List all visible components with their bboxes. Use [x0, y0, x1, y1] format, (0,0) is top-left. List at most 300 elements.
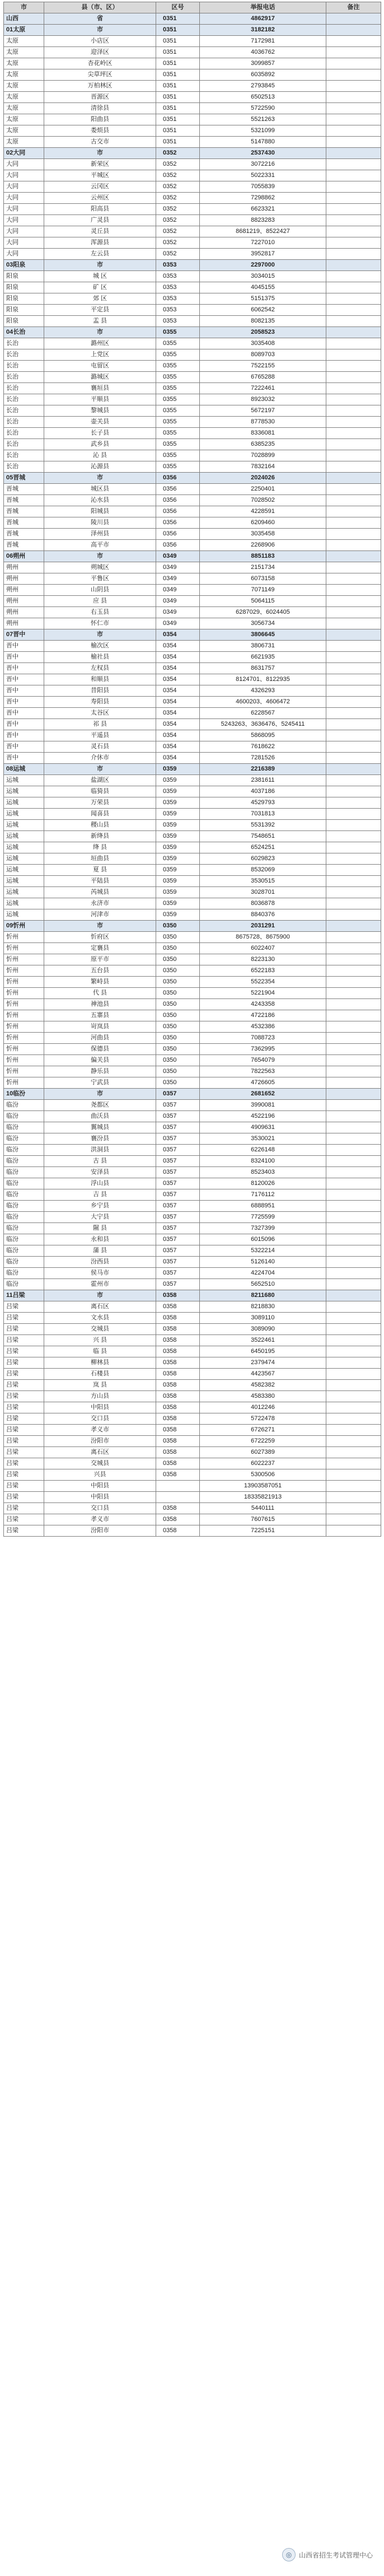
cell-county: 垣曲县	[44, 853, 156, 865]
cell-area-code: 0358	[156, 1324, 200, 1335]
table-row	[4, 1357, 381, 1369]
cell-report-phone: 6062542	[200, 305, 326, 316]
table-row	[4, 663, 381, 674]
cell-report-phone: 7222461	[200, 383, 326, 394]
cell-report-phone: 3952817	[200, 249, 326, 260]
cell-county: 高平市	[44, 540, 156, 551]
cell-report-phone: 3806731	[200, 641, 326, 652]
city-summary-row	[4, 327, 381, 338]
cell-area-code: 0356	[156, 529, 200, 540]
table-header-row	[4, 2, 381, 13]
cell-area-code: 0349	[156, 573, 200, 585]
cell-county: 临 县	[44, 1346, 156, 1357]
cell-remark	[326, 741, 381, 753]
cell-city: 忻州	[4, 932, 44, 943]
table-row	[4, 428, 381, 439]
cell-area-code: 0352	[156, 204, 200, 215]
cell-city: 吕梁	[4, 1301, 44, 1313]
cell-report-phone: 8211680	[200, 1290, 326, 1301]
table-row	[4, 730, 381, 741]
cell-city: 吕梁	[4, 1514, 44, 1525]
table-row	[4, 506, 381, 517]
table-row	[4, 372, 381, 383]
cell-report-phone: 7654079	[200, 1055, 326, 1066]
cell-remark	[326, 1122, 381, 1133]
cell-remark	[326, 349, 381, 361]
cell-remark	[326, 730, 381, 741]
cell-city: 长治	[4, 428, 44, 439]
cell-area-code: 0357	[156, 1111, 200, 1122]
cell-city: 吕梁	[4, 1380, 44, 1391]
cell-city: 长治	[4, 361, 44, 372]
cell-county: 平顺县	[44, 394, 156, 405]
table-row	[4, 439, 381, 450]
cell-report-phone: 7281526	[200, 753, 326, 764]
table-row	[4, 461, 381, 473]
cell-remark	[326, 842, 381, 853]
cell-remark	[326, 809, 381, 820]
city-summary-row	[4, 1290, 381, 1301]
cell-area-code: 0354	[156, 708, 200, 719]
cell-remark	[326, 1503, 381, 1514]
table-row	[4, 1257, 381, 1268]
cell-report-phone: 4722186	[200, 1010, 326, 1021]
cell-report-phone: 8036878	[200, 898, 326, 909]
cell-area-code: 0350	[156, 965, 200, 977]
cell-city: 吕梁	[4, 1357, 44, 1369]
cell-county: 武乡县	[44, 439, 156, 450]
cell-remark	[326, 708, 381, 719]
cell-area-code: 0350	[156, 977, 200, 988]
cell-city: 运城	[4, 909, 44, 921]
cell-county: 忻府区	[44, 932, 156, 943]
cell-area-code: 0357	[156, 1212, 200, 1223]
cell-city: 长治	[4, 417, 44, 428]
cell-city: 大同	[4, 181, 44, 193]
cell-county: 沁源县	[44, 461, 156, 473]
cell-remark	[326, 1324, 381, 1335]
cell-county: 市	[44, 551, 156, 562]
cell-report-phone: 6022237	[200, 1458, 326, 1469]
cell-area-code: 0356	[156, 495, 200, 506]
cell-city: 吕梁	[4, 1469, 44, 1481]
cell-area-code: 0352	[156, 181, 200, 193]
cell-county: 市	[44, 25, 156, 36]
cell-report-phone: 6228567	[200, 708, 326, 719]
cell-county: 介休市	[44, 753, 156, 764]
cell-city: 忻州	[4, 1055, 44, 1066]
cell-city: 朔州	[4, 596, 44, 607]
cell-remark	[326, 1425, 381, 1436]
cell-area-code: 0352	[156, 159, 200, 170]
cell-city: 运城	[4, 775, 44, 786]
cell-remark	[326, 932, 381, 943]
table-body	[4, 13, 381, 1537]
cell-county: 市	[44, 148, 156, 159]
table-row	[4, 1268, 381, 1279]
cell-remark	[326, 786, 381, 797]
table-row	[4, 1436, 381, 1447]
cell-area-code: 0353	[156, 305, 200, 316]
cell-report-phone: 5064115	[200, 596, 326, 607]
cell-remark	[326, 764, 381, 775]
cell-remark	[326, 1492, 381, 1503]
cell-city: 吕梁	[4, 1402, 44, 1413]
cell-county: 尧都区	[44, 1100, 156, 1111]
cell-city: 临汾	[4, 1223, 44, 1234]
cell-county: 盂 县	[44, 316, 156, 327]
cell-report-phone: 8681219、8522427	[200, 226, 326, 237]
cell-area-code: 0351	[156, 114, 200, 125]
cell-city: 太原	[4, 92, 44, 103]
cell-remark	[326, 1402, 381, 1413]
table-row	[4, 484, 381, 495]
cell-area-code: 0359	[156, 876, 200, 887]
cell-city: 阳泉	[4, 305, 44, 316]
cell-city: 吕梁	[4, 1313, 44, 1324]
table-row	[4, 1145, 381, 1156]
cell-remark	[326, 697, 381, 708]
cell-remark	[326, 1021, 381, 1033]
cell-remark	[326, 103, 381, 114]
cell-report-phone: 5521263	[200, 114, 326, 125]
cell-area-code: 0352	[156, 215, 200, 226]
cell-report-phone: 5672197	[200, 405, 326, 417]
city-summary-row	[4, 921, 381, 932]
cell-city: 10临汾	[4, 1089, 44, 1100]
cell-area-code: 0355	[156, 417, 200, 428]
cell-area-code: 0356	[156, 506, 200, 517]
cell-remark	[326, 977, 381, 988]
cell-report-phone: 3089090	[200, 1324, 326, 1335]
table-row	[4, 1044, 381, 1055]
cell-county: 城 区	[44, 271, 156, 282]
cell-city: 大同	[4, 249, 44, 260]
cell-city: 长治	[4, 338, 44, 349]
cell-report-phone: 18335821913	[200, 1492, 326, 1503]
table-row	[4, 1133, 381, 1145]
cell-area-code: 0352	[156, 249, 200, 260]
cell-area-code: 0357	[156, 1156, 200, 1167]
cell-city: 晋中	[4, 708, 44, 719]
cell-report-phone: 5722590	[200, 103, 326, 114]
cell-county: 广灵县	[44, 215, 156, 226]
cell-report-phone: 7607615	[200, 1514, 326, 1525]
cell-county: 市	[44, 1290, 156, 1301]
cell-remark	[326, 797, 381, 809]
cell-area-code: 0355	[156, 450, 200, 461]
cell-city: 运城	[4, 820, 44, 831]
cell-remark	[326, 629, 381, 641]
cell-report-phone: 8840376	[200, 909, 326, 921]
table-row	[4, 820, 381, 831]
cell-city: 吕梁	[4, 1492, 44, 1503]
cell-city: 长治	[4, 450, 44, 461]
table-row	[4, 898, 381, 909]
cell-area-code: 0359	[156, 865, 200, 876]
cell-county: 交口县	[44, 1503, 156, 1514]
cell-report-phone: 2151734	[200, 562, 326, 573]
cell-county: 市	[44, 260, 156, 271]
cell-county: 壶关县	[44, 417, 156, 428]
cell-area-code: 0353	[156, 293, 200, 305]
cell-remark	[326, 271, 381, 282]
cell-city: 太原	[4, 125, 44, 137]
cell-report-phone: 8324100	[200, 1156, 326, 1167]
table-row	[4, 831, 381, 842]
cell-county: 新绛县	[44, 831, 156, 842]
cell-area-code: 0354	[156, 652, 200, 663]
cell-city: 晋城	[4, 495, 44, 506]
table-row	[4, 383, 381, 394]
cell-report-phone: 7522155	[200, 361, 326, 372]
cell-report-phone: 5322214	[200, 1245, 326, 1257]
cell-report-phone: 7176112	[200, 1189, 326, 1201]
cell-area-code: 0353	[156, 260, 200, 271]
cell-area-code: 0354	[156, 741, 200, 753]
cell-remark	[326, 1066, 381, 1077]
cell-county: 闻喜县	[44, 809, 156, 820]
cell-county: 中阳县	[44, 1481, 156, 1492]
cell-remark	[326, 58, 381, 69]
cell-remark	[326, 1189, 381, 1201]
cell-city: 晋城	[4, 517, 44, 529]
cell-remark	[326, 137, 381, 148]
cell-remark	[326, 943, 381, 954]
cell-city: 临汾	[4, 1156, 44, 1167]
cell-report-phone: 8631757	[200, 663, 326, 674]
cell-remark	[326, 921, 381, 932]
cell-remark	[326, 1223, 381, 1234]
cell-report-phone: 4532386	[200, 1021, 326, 1033]
table-row	[4, 674, 381, 685]
cell-remark	[326, 226, 381, 237]
cell-remark	[326, 685, 381, 697]
cell-city: 阳泉	[4, 271, 44, 282]
table-row	[4, 1313, 381, 1324]
cell-remark	[326, 114, 381, 125]
cell-county: 怀仁市	[44, 618, 156, 629]
city-summary-row	[4, 148, 381, 159]
cell-remark	[326, 965, 381, 977]
cell-report-phone: 3990081	[200, 1100, 326, 1111]
cell-city: 太原	[4, 47, 44, 58]
cell-area-code: 0351	[156, 92, 200, 103]
table-row	[4, 943, 381, 954]
cell-report-phone: 6287029、6024405	[200, 607, 326, 618]
cell-area-code: 0358	[156, 1335, 200, 1346]
cell-remark	[326, 282, 381, 293]
cell-area-code: 0351	[156, 13, 200, 25]
table-row	[4, 1447, 381, 1458]
cell-county: 隰 县	[44, 1223, 156, 1234]
table-row	[4, 1425, 381, 1436]
cell-county: 浮山县	[44, 1178, 156, 1189]
cell-remark	[326, 1010, 381, 1021]
cell-county: 汾西县	[44, 1257, 156, 1268]
cell-area-code: 0357	[156, 1189, 200, 1201]
cell-area-code: 0355	[156, 349, 200, 361]
cell-county: 新荣区	[44, 159, 156, 170]
cell-city: 大同	[4, 215, 44, 226]
cell-city: 晋中	[4, 663, 44, 674]
cell-county: 交口县	[44, 1413, 156, 1425]
cell-report-phone: 8124701、8122935	[200, 674, 326, 685]
cell-remark	[326, 618, 381, 629]
cell-report-phone: 6022407	[200, 943, 326, 954]
cell-county: 沁 县	[44, 450, 156, 461]
cell-city: 运城	[4, 887, 44, 898]
table-row	[4, 573, 381, 585]
cell-remark	[326, 36, 381, 47]
cell-city: 忻州	[4, 954, 44, 965]
cell-area-code: 0349	[156, 585, 200, 596]
cell-report-phone: 5440111	[200, 1503, 326, 1514]
cell-report-phone: 3056734	[200, 618, 326, 629]
cell-area-code: 0358	[156, 1503, 200, 1514]
table-row	[4, 652, 381, 663]
cell-area-code: 0350	[156, 1066, 200, 1077]
cell-report-phone: 5147880	[200, 137, 326, 148]
cell-report-phone: 8823283	[200, 215, 326, 226]
cell-remark	[326, 1469, 381, 1481]
cell-city: 长治	[4, 394, 44, 405]
cell-remark	[326, 495, 381, 506]
cell-county: 市	[44, 327, 156, 338]
cell-report-phone: 4012246	[200, 1402, 326, 1413]
cell-area-code: 0357	[156, 1201, 200, 1212]
table-row	[4, 226, 381, 237]
cell-remark	[326, 81, 381, 92]
table-row	[4, 1066, 381, 1077]
table-row	[4, 618, 381, 629]
cell-area-code: 0354	[156, 663, 200, 674]
cell-report-phone: 3028701	[200, 887, 326, 898]
wechat-icon: ◎	[282, 2548, 296, 2561]
cell-remark	[326, 1313, 381, 1324]
cell-remark	[326, 909, 381, 921]
cell-city: 09忻州	[4, 921, 44, 932]
cell-area-code: 0349	[156, 607, 200, 618]
cell-remark	[326, 316, 381, 327]
cell-remark	[326, 1201, 381, 1212]
cell-city: 忻州	[4, 1021, 44, 1033]
cell-area-code: 0355	[156, 338, 200, 349]
cell-area-code: 0356	[156, 540, 200, 551]
cell-area-code: 0354	[156, 641, 200, 652]
cell-remark	[326, 383, 381, 394]
cell-remark	[326, 92, 381, 103]
cell-city: 临汾	[4, 1133, 44, 1145]
cell-city: 临汾	[4, 1178, 44, 1189]
cell-city: 朔州	[4, 618, 44, 629]
table-row	[4, 887, 381, 898]
cell-city: 太原	[4, 81, 44, 92]
cell-county: 应 县	[44, 596, 156, 607]
cell-area-code: 0354	[156, 697, 200, 708]
cell-remark	[326, 1268, 381, 1279]
cell-county: 静乐县	[44, 1066, 156, 1077]
table-row	[4, 1021, 381, 1033]
cell-remark	[326, 181, 381, 193]
table-row	[4, 529, 381, 540]
table-row	[4, 954, 381, 965]
cell-city: 吕梁	[4, 1413, 44, 1425]
cell-report-phone: 6029823	[200, 853, 326, 865]
cell-report-phone: 2379474	[200, 1357, 326, 1369]
cell-county: 平遥县	[44, 730, 156, 741]
cell-report-phone: 7832164	[200, 461, 326, 473]
cell-county: 阳城县	[44, 506, 156, 517]
cell-county: 朔城区	[44, 562, 156, 573]
cell-area-code: 0358	[156, 1380, 200, 1391]
cell-county: 夏 县	[44, 865, 156, 876]
cell-report-phone: 7028899	[200, 450, 326, 461]
cell-city: 阳泉	[4, 316, 44, 327]
table-row	[4, 562, 381, 573]
cell-area-code: 0357	[156, 1167, 200, 1178]
cell-city: 长治	[4, 439, 44, 450]
cell-county: 永和县	[44, 1234, 156, 1245]
cell-report-phone: 2537430	[200, 148, 326, 159]
cell-area-code: 0356	[156, 484, 200, 495]
cell-city: 晋中	[4, 753, 44, 764]
cell-county: 沁水县	[44, 495, 156, 506]
cell-remark	[326, 865, 381, 876]
cell-area-code	[156, 1492, 200, 1503]
cell-area-code: 0358	[156, 1301, 200, 1313]
cell-city: 运城	[4, 898, 44, 909]
cell-county: 兴县	[44, 1469, 156, 1481]
cell-remark	[326, 551, 381, 562]
cell-county: 太谷区	[44, 708, 156, 719]
cell-report-phone: 8336081	[200, 428, 326, 439]
cell-county: 云州区	[44, 193, 156, 204]
cell-city: 忻州	[4, 1066, 44, 1077]
table-row	[4, 842, 381, 853]
watermark-text: 山西省招生考试管理中心	[298, 2551, 373, 2559]
cell-city: 忻州	[4, 999, 44, 1010]
cell-area-code: 0358	[156, 1346, 200, 1357]
cell-area-code: 0354	[156, 730, 200, 741]
cell-report-phone: 5722478	[200, 1413, 326, 1425]
table-row	[4, 540, 381, 551]
cell-remark	[326, 204, 381, 215]
cell-area-code: 0359	[156, 764, 200, 775]
cell-report-phone: 4243358	[200, 999, 326, 1010]
cell-area-code: 0351	[156, 47, 200, 58]
cell-county: 文水县	[44, 1313, 156, 1324]
cell-area-code: 0351	[156, 69, 200, 81]
cell-city: 11吕梁	[4, 1290, 44, 1301]
cell-city: 吕梁	[4, 1369, 44, 1380]
cell-area-code: 0357	[156, 1234, 200, 1245]
cell-county: 小店区	[44, 36, 156, 47]
cell-county: 市	[44, 1089, 156, 1100]
cell-county: 云冈区	[44, 181, 156, 193]
table-row	[4, 92, 381, 103]
cell-city: 大同	[4, 204, 44, 215]
table-row	[4, 159, 381, 170]
cell-county: 杏花岭区	[44, 58, 156, 69]
cell-remark	[326, 1290, 381, 1301]
cell-remark	[326, 1436, 381, 1447]
cell-report-phone: 4909631	[200, 1122, 326, 1133]
cell-county: 市	[44, 629, 156, 641]
cell-remark	[326, 1413, 381, 1425]
cell-report-phone: 2031291	[200, 921, 326, 932]
table-row	[4, 1122, 381, 1133]
